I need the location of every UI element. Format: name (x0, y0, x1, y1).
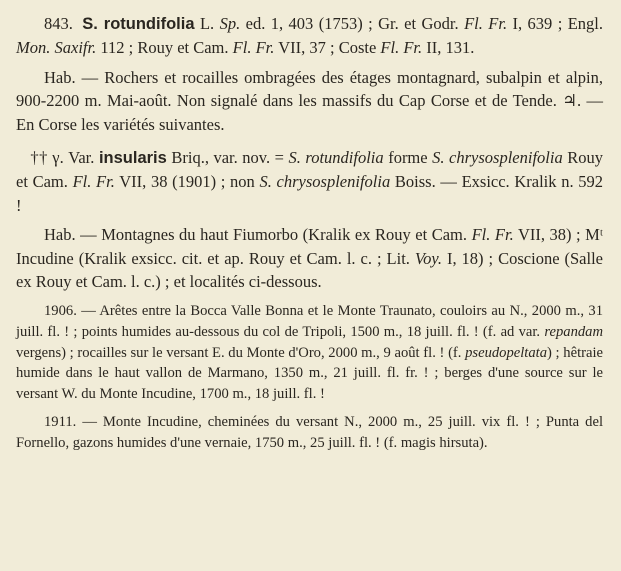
observation-text: 1906. — Arêtes entre la Bocca Valle Bonna et le Monte Traunato, couloirs au N., 2000 m., 31 juill. fl. ! ; points humides au-dessous du col de Tripoli, 1500 m., 18 juill. fl. ! (f. ad var. (16, 303, 603, 341)
variety-mark: †† γ. (30, 148, 64, 168)
habitat-paragraph: Hab. — Rochers et rocailles ombragées des étages montagnard, subalpin et alpin, 900-2200 m. Mai-août. Non signalé dans les massifs du Cap Corse et de Tende. ♃. — En Corse les variétés suivantes. (16, 67, 603, 134)
variety-name: insularis (98, 149, 167, 168)
habitat-italic: Voy. (414, 248, 442, 268)
ref-text: L. (199, 14, 215, 33)
variety-text: Briq., var. nov. = (171, 148, 289, 168)
ref-text: II, 131. (426, 38, 475, 58)
observation-text: vergens) ; rocailles sur le versant E. du Monte d'Oro, 2000 m., 9 août fl. ! (f. (16, 344, 466, 361)
ref-title: Fl. Fr. (232, 38, 275, 58)
variety-entry (16, 146, 603, 217)
variety-text: forme (383, 148, 433, 168)
variety-italic: S. chrysosplenifolia (432, 148, 563, 168)
species-entry (16, 12, 603, 60)
ref-text: 112 ; Rouy et Cam. (100, 38, 229, 58)
observation-text: ) ; hêtraie humide dans le haut vallon de Marmano, 1350 m., 21 juill. fl. fr. ! ; berges d'une source sur le versant W. du Monte Incudine, 1700 m., 18 juill. fl. ! (16, 344, 603, 402)
species-name: S. rotundifolia (82, 15, 195, 33)
variety-italic: S. chrysosplenifolia (259, 172, 391, 192)
ref-title: Sp. (219, 14, 241, 33)
ref-text: VII, 37 ; Coste (278, 38, 377, 58)
ref-title: Fl. Fr. (380, 38, 423, 58)
observation-italic: pseudopeltata (465, 344, 548, 361)
observation-1906 (16, 301, 603, 404)
variety-text: Rouy et Cam. (16, 148, 604, 192)
habitat-text: VII, 38) ; Mᵗ Incudine (Kralik exsicc. cit. et ap. Rouy et Cam. l. c. ; Lit. (16, 225, 604, 268)
entry-number: 843. (44, 14, 73, 33)
ref-text: I, 639 ; Engl. (512, 14, 604, 33)
variety-italic: Fl. Fr. (72, 172, 115, 192)
habitat-italic: Fl. Fr. (471, 225, 514, 245)
variety-italic: S. rotundifolia (288, 148, 384, 168)
ref-text: ed. 1, 403 (1753) ; Gr. et Godr. (245, 14, 459, 33)
habitat-localities-paragraph (16, 223, 603, 293)
habitat-text: I, 18) ; Coscione (Salle ex Rouy et Cam. l. c.) ; et localités ci-dessous. (16, 248, 604, 292)
observation-1911: 1911. — Monte Incudine, cheminées du versant N., 2000 m., 25 juill. vix fl. ! ; Punta del Fornello, gazons humides d'une vernaie, 1750 m., 25 juill. fl. ! (f. magis hirsuta). (16, 414, 603, 452)
observation-italic: repandam (544, 324, 603, 341)
habitat-text: Hab. — Montagnes du haut Fiumorbo (Kralik ex Rouy et Cam. (44, 225, 472, 245)
variety-prefix: Var. (68, 148, 95, 168)
ref-title: Mon. Saxifr. (16, 38, 97, 58)
variety-text: Boiss. — Exsicc. Kralik n. 592 ! (16, 172, 603, 215)
ref-title: Fl. Fr. (464, 14, 508, 33)
variety-text: VII, 38 (1901) ; non (114, 172, 260, 192)
